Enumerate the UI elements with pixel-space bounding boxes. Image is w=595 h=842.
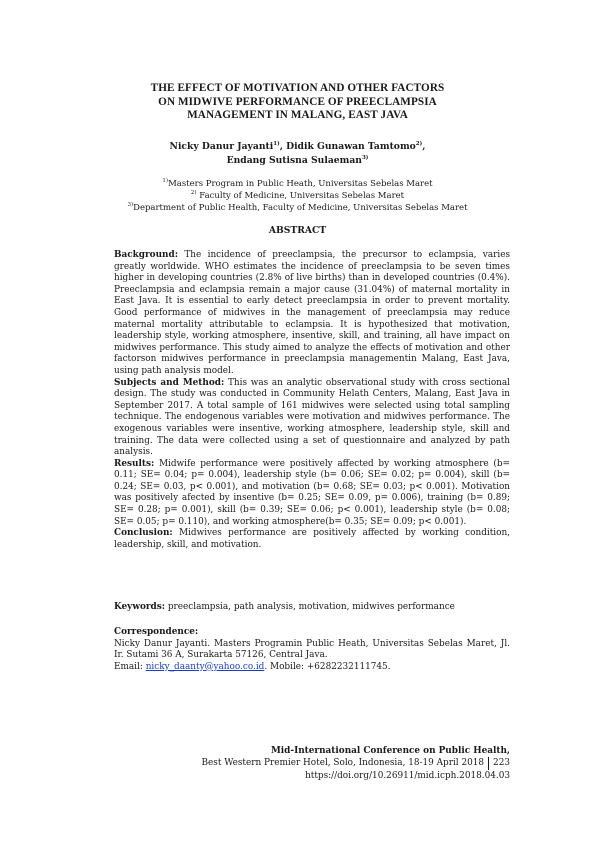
author-line-1 [100, 140, 495, 154]
correspondence-contact [114, 662, 510, 674]
author-3-name: Endang Sutisna Sulaeman [226, 154, 362, 166]
author-2-affiliation-mark: 2) [415, 141, 423, 147]
results-text: Midwife performance were positively affected by working atmosphere (b= 0.11; SE= 0.04; p= 0.004), leadership style (b= 0.06; SE= 0.02; p= 0.004), skill (b= 0.24; SE= 0.03, p< 0.001), and motivation (b= 0.68; SE= 0.03; p< 0.001). Motivation was positively afected by insentive (b= 0.25; SE= 0.09, p= 0.006), training (b= 0.89; SE= 0.28; p= 0.001), skill (b= 0.39; SE= 0.06; p< 0.001), leadership style (b= 0.08; SE= 0.05; p= 0.110), and working atmosphere(b= 0.35; SE= 0.09; p< 0.001). [114, 458, 510, 527]
author-1-affiliation-mark: 1) [273, 141, 280, 147]
results-label: Results: [114, 458, 155, 469]
abstract-background [114, 250, 510, 378]
keywords [114, 602, 510, 614]
conference-venue: Best Western Premier Hotel, Solo, Indonesia, 18-19 April 2018 [201, 758, 485, 769]
abstract-heading: ABSTRACT [268, 225, 327, 236]
affiliation-2-mark: 2) [190, 190, 197, 196]
correspondence-label: Correspondence: [114, 627, 199, 637]
methods-text: This was an analytic observational study with cross sectional design. The study was conducted in Community Helath Centers, Malang, East Java in September 2017. A total sample of 161 midwives were selected using total sampling technique. The endogenous variables were motivation and midwives performance. The exogenous variables were insentive, working atmosphere, leadership style, skill and training. The data were collected using a set of questionnaire and analyzed by path analysis. [114, 377, 511, 458]
affiliation-3-text: Department of Public Health, Faculty of Medicine, Universitas Sebelas Maret [133, 203, 468, 213]
background-text: The incidence of preeclampsia, the precursor to eclampsia, varies greatly worldwide. WHO estimates the incidence of preeclampsia to be seven times higher in developing countries (2.8% of live births) than in developed countries (0.4%). Preeclampsia and eclampsia remain a major cause (31.04%) of maternal mortality in East Java. It is essential to early detect preeclampsia in order to prevent mortality. Good performance of midwives in the management of preeclampsia may reduce maternal mortality attributable to eclampsia. It is hypothesized that motivation, leadership style, working atmosphere, insentive, skill, and training, all have impact on midwives performance. This study aimed to analyze the effects of motivation and other factorson midwives performance in preeclampsia managementin Malang, East Java, using path analysis model. [114, 250, 510, 376]
affiliation-1-text: Masters Program in Public Heath, Universitas Sebelas Maret [168, 179, 433, 189]
mobile-text: . Mobile: +6282232111745. [264, 661, 391, 672]
conclusion-label: Conclusion: [114, 528, 173, 539]
correspondence-label-line [114, 627, 510, 639]
affiliation-3 [100, 202, 495, 214]
email-link[interactable]: nicky_daanty@yahoo.co.id [145, 661, 265, 672]
abstract-results [114, 459, 510, 529]
affiliation-2-text: Faculty of Medicine, Universitas Sebelas Maret [196, 191, 405, 201]
conclusion-text: Midwives performance are positively affected by working condition, leadership, skill, and motivation. [114, 528, 510, 550]
title-line-2: ON MIDWIVE PERFORMANCE OF PREECLAMPSIA [158, 95, 437, 108]
keywords-text: preeclampsia, path analysis, motivation, midwives performance [165, 602, 455, 612]
page-number: 223 [488, 757, 510, 769]
author-1-name: Nicky Danur Jayanti [169, 141, 274, 152]
conference-name: Mid-International Conference on Public Health, [270, 746, 510, 756]
doi-link[interactable]: https://doi.org/10.26911/mid.icph.2018.04.03 [305, 770, 510, 781]
methods-label: Subjects and Method: [114, 377, 225, 388]
correspondence [114, 627, 510, 673]
affiliation-1-mark: 1) [162, 178, 169, 184]
affiliation-1 [100, 178, 495, 190]
author-separator: , [422, 141, 426, 152]
abstract-methods [114, 378, 510, 459]
affiliation-3-mark: 3) [127, 202, 134, 208]
keywords-label: Keywords: [114, 602, 166, 612]
abstract-body [114, 250, 510, 551]
affiliation-list [100, 178, 495, 214]
page-footer [201, 745, 510, 782]
author-3-affiliation-mark: 3) [361, 154, 369, 161]
conference-venue-line [201, 757, 510, 769]
author-list [100, 140, 495, 167]
background-label: Background: [114, 250, 178, 260]
author-2-name: , Didik Gunawan Tamtomo [279, 141, 416, 152]
email-label: Email: [114, 661, 146, 672]
author-line-2 [100, 154, 495, 168]
correspondence-address: Nicky Danur Jayanti. Masters Programin Public Heath, Universitas Sebelas Maret, Jl. Ir. Sutami 36 A, Surakarta 57126, Central Java. [114, 638, 510, 661]
affiliation-2 [100, 190, 495, 202]
paper-title [100, 82, 495, 123]
title-line-3: MANAGEMENT IN MALANG, EAST JAVA [187, 109, 408, 121]
title-line-1: THE EFFECT OF MOTIVATION AND OTHER FACTORS [150, 82, 445, 94]
abstract-conclusion [114, 528, 510, 551]
